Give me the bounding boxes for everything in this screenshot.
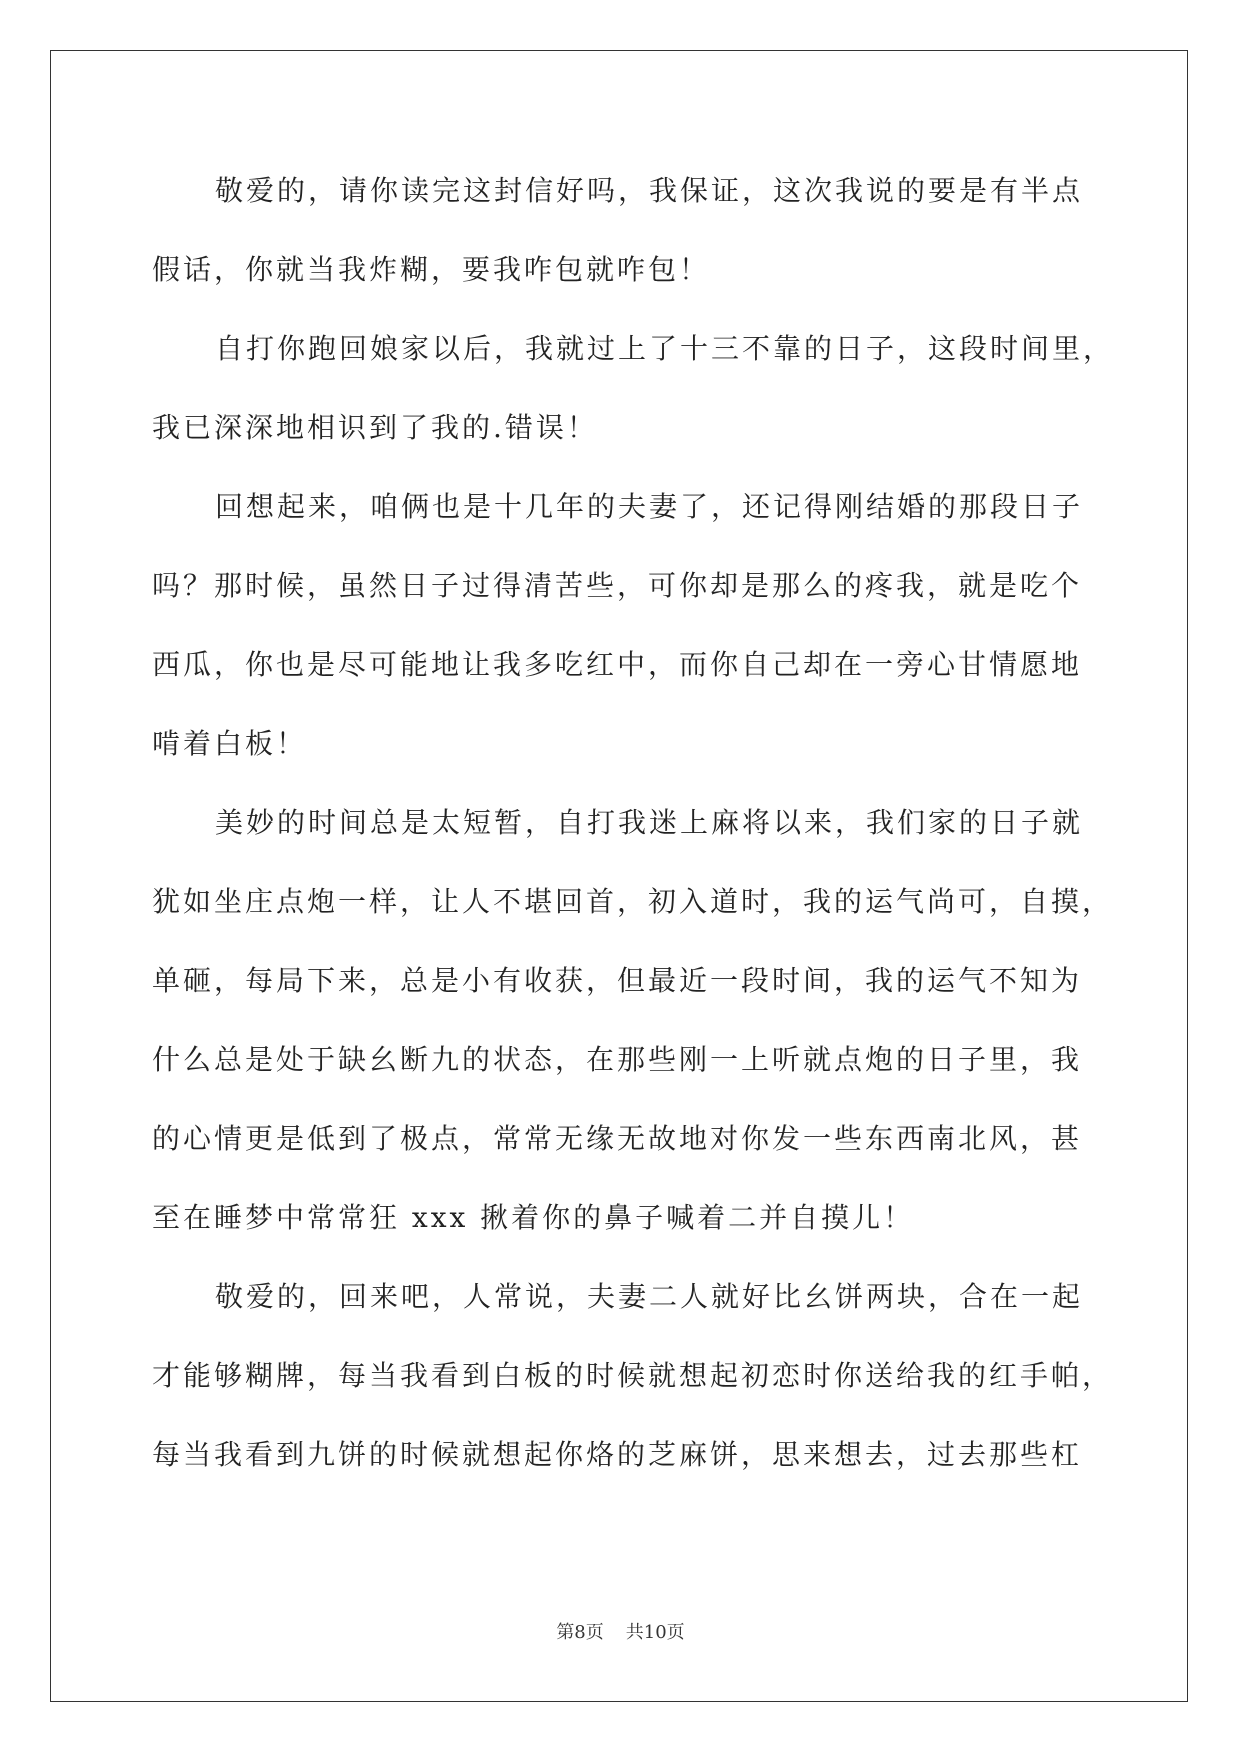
paragraph-5-line-3: 每当我看到九饼的时候就想起你烙的芝麻饼，思来想去，过去那些杠 [152,1438,1083,1471]
paragraph-4-line-4: 什么总是处于缺幺断九的状态，在那些刚一上听就点炮的日子里，我 [152,1043,1083,1076]
paragraph-4-line-2: 犹如坐庄点炮一样，让人不堪回首，初入道时，我的运气尚可，自摸， [152,885,1114,918]
page-footer [0,1618,1241,1644]
page-number: 第8页 [556,1622,604,1643]
paragraph-4-line-5: 的心情更是低到了极点，常常无缘无故地对你发一些东西南北风，甚 [152,1122,1083,1155]
paragraph-2-line-1: 自打你跑回娘家以后，我就过上了十三不靠的日子，这段时间里， [215,332,1115,365]
paragraph-5-line-2: 才能够糊牌，每当我看到白板的时候就想起初恋时你送给我的红手帕， [152,1359,1114,1392]
paragraph-3-line-4: 啃着白板！ [152,727,308,760]
paragraph-1-line-1: 敬爱的，请你读完这封信好吗，我保证，这次我说的要是有半点 [215,174,1084,207]
paragraph-1-line-2: 假话，你就当我炸糊，要我咋包就咋包！ [152,253,711,286]
paragraph-3-line-2: 吗？那时候，虽然日子过得清苦些，可你却是那么的疼我，就是吃个 [152,569,1083,602]
paragraph-5-line-1: 敬爱的，回来吧，人常说，夫妻二人就好比幺饼两块，合在一起 [215,1280,1084,1313]
paragraph-3-line-1: 回想起来，咱俩也是十几年的夫妻了，还记得刚结婚的那段日子 [215,490,1084,523]
paragraph-4-line-3: 单砸，每局下来，总是小有收获，但最近一段时间，我的运气不知为 [152,964,1083,997]
paragraph-4-line-1: 美妙的时间总是太短暂，自打我迷上麻将以来，我们家的日子就 [215,806,1084,839]
page-total: 共10页 [625,1622,685,1643]
paragraph-3-line-3: 西瓜，你也是尽可能地让我多吃红中，而你自己却在一旁心甘情愿地 [152,648,1083,681]
paragraph-4-line-6: 至在睡梦中常常狂 xxx 揪着你的鼻子喊着二并自摸儿！ [152,1201,915,1234]
document-body [152,165,1115,1508]
paragraph-2-line-2: 我已深深地相识到了我的.错误！ [152,411,598,444]
